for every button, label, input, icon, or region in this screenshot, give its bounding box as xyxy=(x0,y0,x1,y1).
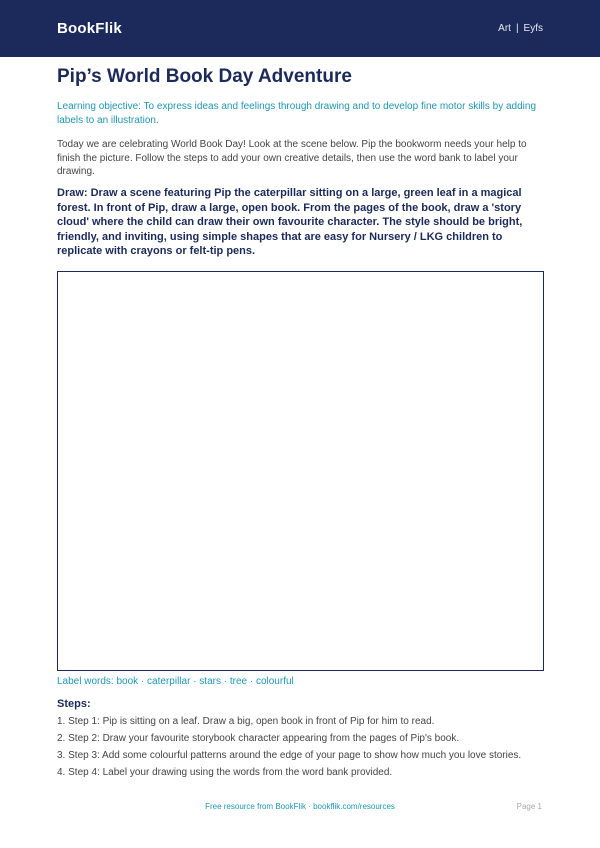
footer-source-link[interactable]: Free resource from BookFlik · bookflik.com/resources xyxy=(205,802,395,811)
breadcrumb-separator: | xyxy=(515,23,519,34)
drawing-area[interactable] xyxy=(57,271,544,671)
step-item: 4. Step 4: Label your drawing using the words from the word bank provided. xyxy=(57,767,393,778)
steps-list xyxy=(57,715,547,783)
step-item: 1. Step 1: Pip is sitting on a leaf. Draw a big, open book in front of Pip for him to read. xyxy=(57,716,435,727)
page-title: Pip’s World Book Day Adventure xyxy=(57,66,352,87)
subject-label: Art xyxy=(498,23,511,34)
page-number: Page 1 xyxy=(516,802,542,811)
level-label: Eyfs xyxy=(523,23,543,34)
top-bar xyxy=(0,0,600,57)
drawing-prompt: Draw: Draw a scene featuring Pip the caterpillar sitting on a large, green leaf in a magical forest. In front of Pip, draw a large, open book. From the pages of the book, draw a 'story cloud' where the child can draw their own favourite character. The style should be bright, friendly, and inviting, using simple shapes that are easy for Nursery / LKG children to replicate with crayons or felt-tip pens. xyxy=(57,187,523,257)
intro-paragraph: Today we are celebrating World Book Day! Look at the scene below. Pip the bookworm needs your help to finish the picture. Follow the steps to add your own creative details, then use the word bank to label your drawing. xyxy=(57,139,527,177)
label-word-bank: Label words: book · caterpillar · stars · tree · colourful xyxy=(57,676,294,687)
brand-logo-text[interactable]: BookFlik xyxy=(57,20,122,37)
step-item: 3. Step 3: Add some colourful patterns around the edge of your page to show how much you love stories. xyxy=(57,750,522,761)
learning-objective: Learning objective: To express ideas and feelings through drawing and to develop fine motor skills by adding labels to an illustration. xyxy=(57,101,537,126)
steps-heading: Steps: xyxy=(57,698,91,710)
step-item: 2. Step 2: Draw your favourite storybook character appearing from the pages of Pip's book. xyxy=(57,733,460,744)
category-breadcrumb xyxy=(498,23,543,34)
